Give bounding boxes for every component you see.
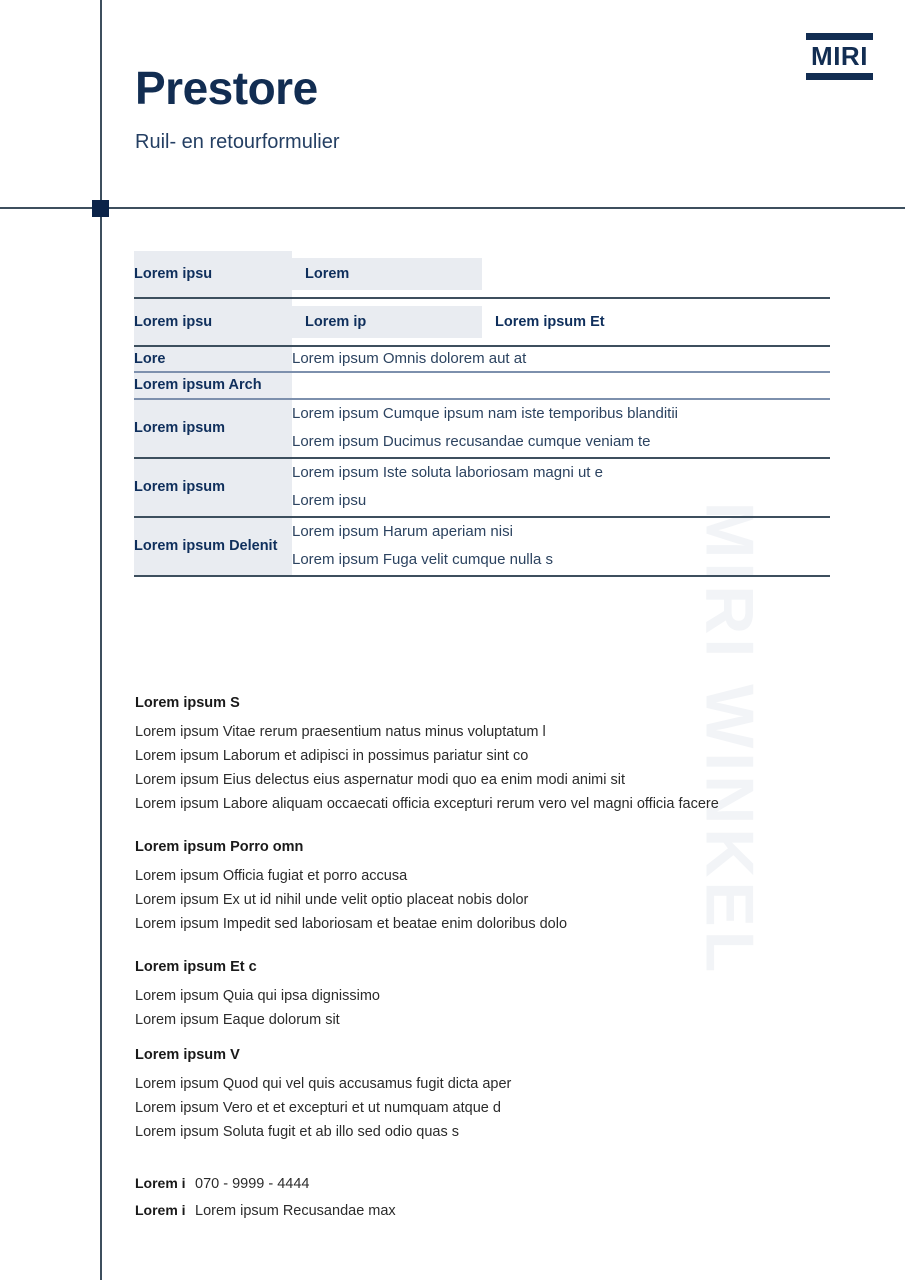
row-value[interactable] xyxy=(292,517,830,576)
row-value-line: Lorem ipsu xyxy=(292,492,367,510)
table-row xyxy=(134,517,830,576)
section-line: Lorem ipsum Laborum et adipisci in possimus pariatur sint co xyxy=(135,747,529,764)
row-label: Lorem ipsu xyxy=(134,251,292,298)
content-sections xyxy=(135,694,775,1166)
row-value[interactable] xyxy=(292,458,830,517)
section-line: Lorem ipsum Soluta fugit et ab illo sed odio quas s xyxy=(135,1124,460,1141)
footer-row xyxy=(135,1202,396,1219)
logo-bar-bottom xyxy=(806,73,873,80)
footer-label: Lorem i xyxy=(135,1202,186,1218)
row-value[interactable] xyxy=(292,372,830,398)
table-row xyxy=(134,298,830,346)
table-row xyxy=(134,251,830,298)
section-line: Lorem ipsum Impedit sed laboriosam et beatae enim doloribus dolo xyxy=(135,916,568,933)
row-value-shaded: Lorem xyxy=(292,258,482,290)
table-row xyxy=(134,372,830,398)
footer-label: Lorem i xyxy=(135,1175,186,1191)
logo-bar-top xyxy=(806,33,873,40)
page-subtitle: Ruil- en retourformulier xyxy=(135,131,340,154)
section-line: Lorem ipsum Labore aliquam occaecati officia excepturi rerum vero vel magni officia facere xyxy=(135,796,719,813)
section-line: Lorem ipsum Quod qui vel quis accusamus fugit dicta aper xyxy=(135,1075,512,1092)
section-heading: Lorem ipsum Et c xyxy=(135,959,257,976)
table-row xyxy=(134,399,830,458)
horizontal-rule xyxy=(0,207,905,209)
watermark-text: MIRI WINKEL xyxy=(691,501,768,977)
row-value-line: Lorem ipsum Cumque ipsum nam iste temporibus blanditii xyxy=(292,404,679,422)
row-value-line xyxy=(292,373,830,397)
row-value-line: Lorem ipsum Harum aperiam nisi xyxy=(292,522,513,540)
footer-row xyxy=(135,1175,396,1192)
miri-logo xyxy=(806,33,873,80)
row-label: Lorem ipsum Arch xyxy=(134,372,292,398)
corner-square-marker xyxy=(92,200,109,217)
row-value-line: Lorem ipsum Ducimus recusandae cumque veniam te xyxy=(292,433,651,451)
section-line: Lorem ipsum Eius delectus eius aspernatur modi quo ea enim modi animi sit xyxy=(135,771,626,788)
table-row xyxy=(134,458,830,517)
row-value-line: Lorem ipsum Fuga velit cumque nulla s xyxy=(292,551,553,569)
footer-value: 070 - 9999 - 4444 xyxy=(195,1176,310,1192)
document-header xyxy=(135,64,340,154)
table-row xyxy=(134,346,830,372)
row-value-extra: Lorem ipsum Et xyxy=(495,314,605,330)
content-section xyxy=(135,1046,775,1144)
row-label: Lore xyxy=(134,346,292,372)
section-line: Lorem ipsum Officia fugiat et porro accusa xyxy=(135,867,408,884)
section-heading: Lorem ipsum Porro omn xyxy=(135,839,304,856)
vertical-rule xyxy=(100,0,102,1280)
section-heading: Lorem ipsum S xyxy=(135,695,240,711)
row-value[interactable] xyxy=(292,251,830,298)
section-heading: Lorem ipsum V xyxy=(135,1047,240,1064)
content-section xyxy=(135,958,775,1032)
content-section xyxy=(135,694,775,816)
row-label: Lorem ipsum Delenit xyxy=(134,517,292,576)
row-value[interactable] xyxy=(292,346,830,372)
section-line: Lorem ipsum Ex ut id nihil unde velit optio placeat nobis dolor xyxy=(135,892,529,908)
row-value-line: Lorem ipsum Omnis dolorem aut at xyxy=(292,350,527,367)
logo-wordmark: MIRI xyxy=(811,41,868,71)
page-title: Prestore xyxy=(135,62,318,114)
section-line: Lorem ipsum Vitae rerum praesentium natus minus voluptatum l xyxy=(135,723,546,740)
form-table xyxy=(134,251,830,577)
footer-value: Lorem ipsum Recusandae max xyxy=(195,1203,396,1219)
row-label: Lorem ipsum xyxy=(134,399,292,458)
section-line: Lorem ipsum Eaque dolorum sit xyxy=(135,1012,340,1029)
row-label: Lorem ipsum xyxy=(134,458,292,517)
section-line: Lorem ipsum Quia qui ipsa dignissimo xyxy=(135,987,380,1004)
section-line: Lorem ipsum Vero et et excepturi et ut numquam atque d xyxy=(135,1100,501,1116)
row-value-line: Lorem ipsum Iste soluta laboriosam magni ut e xyxy=(292,463,603,481)
contact-footer xyxy=(135,1175,396,1229)
row-value[interactable] xyxy=(292,298,830,346)
content-section xyxy=(135,838,775,936)
row-value[interactable] xyxy=(292,399,830,458)
row-value-shaded: Lorem ip xyxy=(292,306,482,338)
row-label: Lorem ipsu xyxy=(134,298,292,346)
row-value-extra xyxy=(482,266,830,282)
